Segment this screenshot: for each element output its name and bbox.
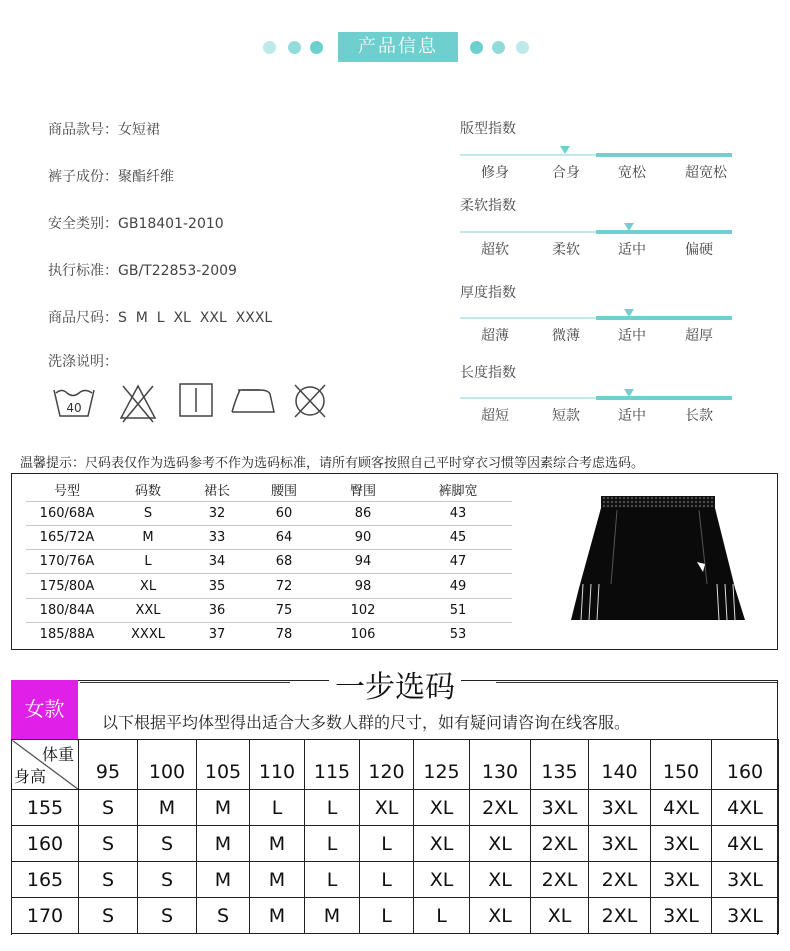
section-header: [0, 32, 790, 62]
cell: 180/84A: [26, 598, 108, 622]
weight-cell: 105: [197, 740, 250, 790]
cell: 36: [188, 598, 246, 622]
index-label: 宽松: [618, 165, 646, 181]
table-row: [26, 550, 512, 574]
cell: 45: [404, 525, 512, 549]
height-axis-label: 身高: [14, 767, 47, 786]
no-bleach-icon: [118, 382, 158, 424]
size-cell: XL: [470, 862, 531, 898]
height-cell: 155: [12, 790, 79, 826]
line-dry-icon: [178, 382, 214, 418]
female-badge: 女款: [11, 680, 78, 739]
size-tip: 温馨提示：尺码表仅作为选码参考不作为选码标准，请所有顾客按照自己平时穿衣习惯等因素综合考虑选码。: [20, 456, 645, 471]
size-cell: 2XL: [589, 862, 651, 898]
cell: 165/72A: [26, 525, 108, 549]
size-cell: L: [305, 862, 360, 898]
cell: 160/68A: [26, 501, 108, 525]
size-cell: S: [79, 862, 138, 898]
size-cell: M: [250, 898, 305, 934]
size-cell: 3XL: [589, 826, 651, 862]
header-cell: 腰围: [246, 479, 322, 501]
size-cell: 2XL: [470, 790, 531, 826]
size-cell: S: [138, 826, 197, 862]
index-label: 短款: [552, 408, 580, 424]
decor-dot: [310, 41, 323, 54]
size-cell: XL: [531, 898, 589, 934]
decor-dot: [492, 41, 505, 54]
height-cell: 170: [12, 898, 79, 934]
size-cell: 4XL: [712, 826, 779, 862]
cell: S: [108, 501, 188, 525]
size-finder-title: 一步选码: [0, 662, 790, 706]
size-cell: XL: [360, 790, 414, 826]
header-cell: 裤脚宽: [404, 479, 512, 501]
skirt-illustration: [567, 492, 749, 632]
size-cell: 3XL: [712, 862, 779, 898]
cell: 78: [275, 627, 293, 643]
cell: 49: [404, 574, 512, 598]
index-label: 偏硬: [685, 242, 713, 258]
size-cell: L: [414, 898, 470, 934]
weight-cell: 95: [79, 740, 138, 790]
cell: 75: [246, 598, 322, 622]
cell: 185/88A: [39, 627, 95, 643]
size-cell: XL: [414, 862, 470, 898]
size-cell: M: [250, 862, 305, 898]
weight-cell: 125: [414, 740, 470, 790]
size-cell: S: [197, 898, 250, 934]
size-cell: S: [138, 862, 197, 898]
weight-cell: 140: [589, 740, 651, 790]
info-row-material: 裤子成份：聚酯纤维: [48, 169, 174, 185]
index-marker-fit: [560, 146, 570, 154]
cell: 94: [322, 550, 404, 574]
cell: 37: [208, 627, 226, 643]
index-title-length: 长度指数: [460, 365, 516, 381]
weight-cell: 150: [651, 740, 712, 790]
size-cell: M: [138, 790, 197, 826]
cell: 72: [246, 574, 322, 598]
index-label: 长款: [685, 408, 713, 424]
index-marker-length: [624, 389, 634, 397]
iron-icon: [230, 382, 276, 416]
weight-cell: 100: [138, 740, 197, 790]
header-cell: 臀围: [322, 479, 404, 501]
index-bar-fit: [460, 153, 732, 157]
weight-cell: 160: [712, 740, 779, 790]
cell: 170/76A: [26, 550, 108, 574]
cell: 64: [246, 525, 322, 549]
height-cell: 165: [12, 862, 79, 898]
info-row-safety: 安全类别：GB18401-2010: [48, 216, 224, 232]
info-row-style-no: 商品款号：女短裙: [48, 122, 160, 138]
weight-cell: 120: [360, 740, 414, 790]
size-cell: L: [305, 790, 360, 826]
size-cell: XL: [414, 826, 470, 862]
index-label: 修身: [481, 165, 509, 181]
index-label: 适中: [618, 408, 646, 424]
size-table: [26, 479, 512, 647]
size-cell: 3XL: [651, 898, 712, 934]
wash-40-icon: [52, 382, 96, 422]
index-label: 超宽松: [685, 165, 727, 181]
header-cell: 裙长: [188, 479, 246, 501]
info-row-standard: 执行标准：GB/T22853-2009: [48, 263, 237, 279]
size-chart-panel: [11, 473, 778, 650]
size-cell: L: [360, 826, 414, 862]
index-label: 超软: [481, 242, 509, 258]
index-label: 微薄: [552, 328, 580, 344]
size-cell: XL: [470, 898, 531, 934]
cell: 32: [188, 501, 246, 525]
header-cell: 号型: [26, 479, 108, 501]
size-cell: XL: [470, 826, 531, 862]
cell: 53: [449, 627, 467, 643]
index-label: 适中: [618, 328, 646, 344]
cell: 102: [322, 598, 404, 622]
cell: 43: [404, 501, 512, 525]
index-label: 适中: [618, 242, 646, 258]
weight-cell: 115: [305, 740, 360, 790]
index-bar-thickness: [460, 316, 732, 320]
table-row: [12, 790, 779, 826]
index-label: 超薄: [481, 328, 509, 344]
index-marker-softness: [624, 223, 634, 231]
info-row-sizes: 商品尺码：S M L XL XXL XXXL: [48, 310, 273, 326]
decor-dot: [470, 41, 483, 54]
table-row: [26, 525, 512, 549]
table-row: [26, 501, 512, 525]
cell: XXL: [108, 598, 188, 622]
cell: 60: [246, 501, 322, 525]
size-cell: 3XL: [589, 790, 651, 826]
section-title: 产品信息: [338, 32, 458, 62]
index-label: 柔软: [552, 242, 580, 258]
cell: 90: [322, 525, 404, 549]
size-cell: S: [79, 826, 138, 862]
weight-header-row: [12, 740, 779, 790]
cell: 68: [246, 550, 322, 574]
size-cell: 3XL: [531, 790, 589, 826]
size-cell: M: [197, 790, 250, 826]
size-cell: L: [360, 898, 414, 934]
index-label: 超短: [481, 408, 509, 424]
size-cell: L: [250, 790, 305, 826]
weight-cell: 130: [470, 740, 531, 790]
index-label: 超厚: [685, 328, 713, 344]
cell: 175/80A: [26, 574, 108, 598]
size-cell: M: [197, 826, 250, 862]
index-title-fit: 版型指数: [460, 121, 516, 137]
table-row: [12, 862, 779, 898]
info-row-wash: 洗涤说明：: [48, 354, 118, 370]
size-cell: 2XL: [531, 826, 589, 862]
index-bar-length: [460, 396, 732, 400]
height-cell: 160: [12, 826, 79, 862]
size-cell: S: [79, 790, 138, 826]
table-row: [26, 574, 512, 598]
size-cell: 2XL: [531, 862, 589, 898]
size-cell: 3XL: [651, 862, 712, 898]
cell: XXXL: [131, 627, 165, 643]
table-row: [12, 898, 779, 934]
no-tumble-dry-icon: [292, 382, 328, 420]
table-row: [26, 598, 512, 622]
index-title-softness: 柔软指数: [460, 198, 516, 214]
cell: 47: [404, 550, 512, 574]
cell: 51: [404, 598, 512, 622]
table-row: [12, 826, 779, 862]
weight-cell: 110: [250, 740, 305, 790]
index-title-thickness: 厚度指数: [460, 285, 516, 301]
size-cell: L: [360, 862, 414, 898]
index-bar-softness: [460, 230, 732, 234]
cell: 86: [322, 501, 404, 525]
size-cell: L: [305, 826, 360, 862]
size-cell: M: [197, 862, 250, 898]
wash-temp-label: 40: [66, 401, 82, 415]
size-cell: 2XL: [589, 898, 651, 934]
cell: 34: [188, 550, 246, 574]
decor-dot: [263, 41, 276, 54]
size-cell: 3XL: [712, 898, 779, 934]
cell: 33: [188, 525, 246, 549]
size-cell: M: [305, 898, 360, 934]
size-cell: 3XL: [651, 826, 712, 862]
index-label: 合身: [552, 165, 580, 181]
cell: M: [108, 525, 188, 549]
decor-dot: [288, 41, 301, 54]
size-cell: S: [138, 898, 197, 934]
size-cell: XL: [414, 790, 470, 826]
size-finder-table: [11, 739, 779, 934]
header-cell: 码数: [108, 479, 188, 501]
cell: 98: [322, 574, 404, 598]
weight-cell: 135: [531, 740, 589, 790]
cell: 35: [188, 574, 246, 598]
weight-axis-label: 体重: [41, 745, 74, 764]
cell: L: [108, 550, 188, 574]
size-finder-description: 以下根据平均体型得出适合大多数人群的尺寸，如有疑问请咨询在线客服。: [102, 713, 631, 732]
corner-cell: [12, 740, 79, 790]
table-row: [26, 622, 512, 646]
size-table-header: [26, 479, 512, 501]
size-cell: S: [79, 898, 138, 934]
care-icons: [52, 382, 342, 426]
index-marker-thickness: [624, 309, 634, 317]
decor-dot: [516, 41, 529, 54]
size-cell: M: [250, 826, 305, 862]
cell: XL: [108, 574, 188, 598]
size-cell: 4XL: [651, 790, 712, 826]
cell: 106: [350, 627, 376, 643]
size-cell: 4XL: [712, 790, 779, 826]
